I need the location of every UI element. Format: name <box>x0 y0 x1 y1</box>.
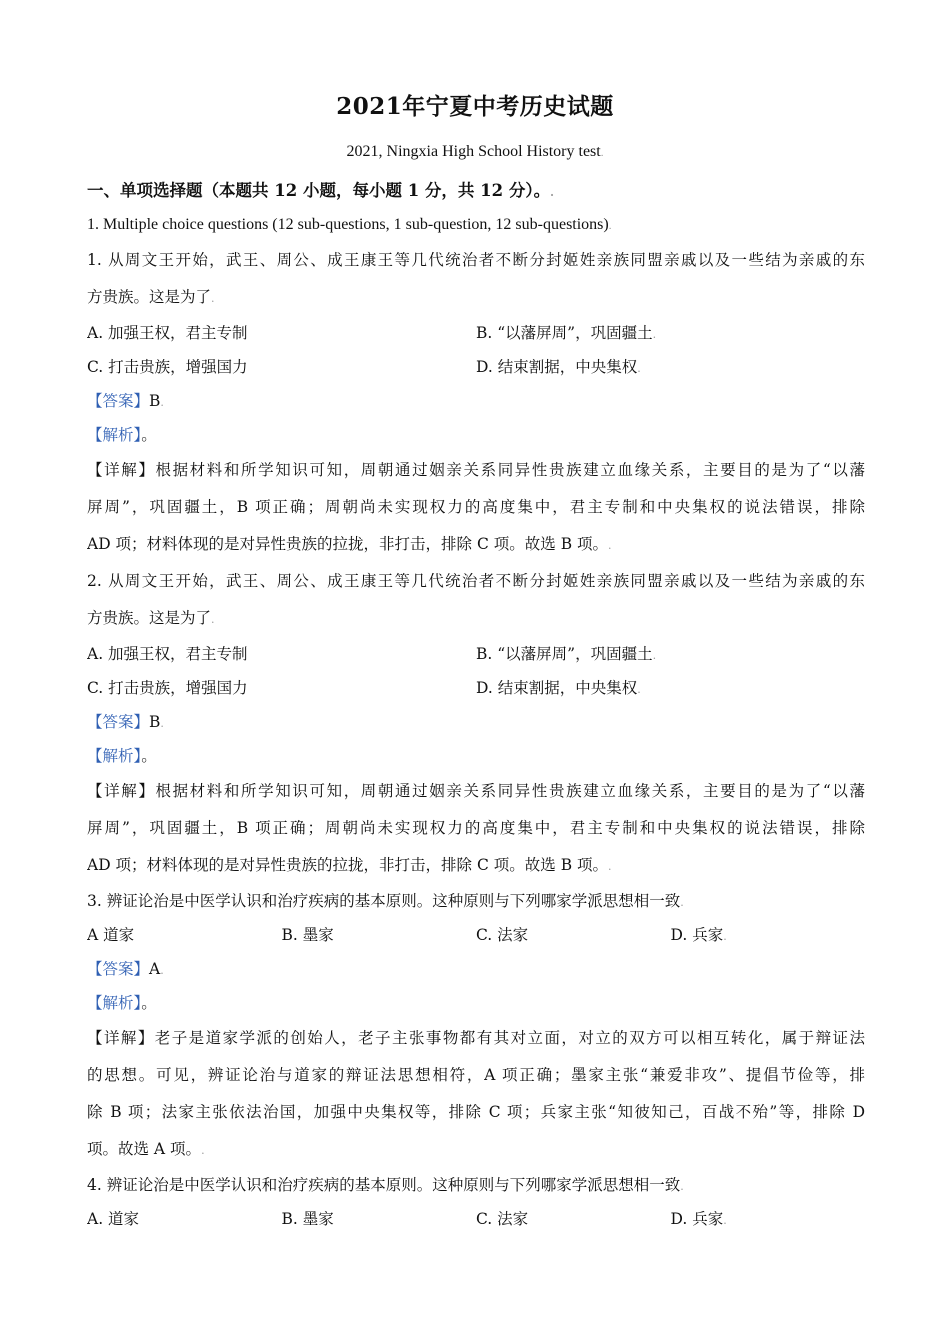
question-1-option-b: B. “以藩屏周”，巩固疆土. <box>476 324 657 342</box>
question-4-option-b: B. 墨家 <box>281 1210 334 1228</box>
question-2-option-b: B. “以藩屏周”，巩固疆土. <box>476 645 657 663</box>
answer-label: 【答案】 <box>87 713 150 731</box>
detail-label: 【详解】 <box>87 1029 155 1047</box>
section-heading-english: 1. Multiple choice questions (12 sub-questions, 1 sub-question, 12 sub-questions). <box>87 216 612 233</box>
question-3-option-c: C. 法家 <box>476 926 529 944</box>
question-2-stem-line-1: 2. 从周文王开始，武王、周公、成王康王等几代统治者不断分封姬姓亲族同盟亲戚以及一些结为亲戚的东 <box>87 572 865 590</box>
question-3-analysis: 【解析】。 <box>87 994 157 1012</box>
question-1-option-c: C. 打击贵族，增强国力 <box>87 358 248 376</box>
question-1-detail-line-3: AD 项；材料体现的是对异性贵族的拉拢，非打击，排除 C 项。故选 B 项。. <box>87 535 612 553</box>
question-2-option-c: C. 打击贵族，增强国力 <box>87 679 248 697</box>
question-3-detail-line-3: 除 B 项；法家主张依法治国，加强中央集权等，排除 C 项；兵家主张“知彼知己，百战不殆”等，排除 D <box>87 1103 865 1121</box>
question-4-options <box>87 1202 865 1236</box>
analysis-label: 【解析】 <box>87 994 142 1012</box>
question-1-detail-line-1: 【详解】根据材料和所学知识可知，周朝通过姻亲关系同异性贵族建立血缘关系，主要目的是为了“以藩 <box>87 461 865 479</box>
question-3-detail-line-4: 项。故选 A 项。. <box>87 1140 205 1158</box>
question-4-option-a: A. 道家 <box>87 1210 140 1228</box>
page-subtitle: 2021, Ningxia High School History test. <box>346 143 604 160</box>
question-3-option-a: A 道家 <box>87 926 135 944</box>
question-4-option-d: D. 兵家. <box>670 1210 727 1228</box>
question-1-stem-line-2: 方贵族。这是为了. <box>87 288 215 306</box>
question-3-answer: 【答案】A. <box>87 960 164 978</box>
analysis-label: 【解析】 <box>87 747 142 765</box>
question-2-option-a: A. 加强王权，君主专制 <box>87 645 248 663</box>
question-1-analysis: 【解析】。 <box>87 426 157 444</box>
question-4-option-c: C. 法家 <box>476 1210 529 1228</box>
question-2-answer: 【答案】B. <box>87 713 164 731</box>
answer-label: 【答案】 <box>87 392 150 410</box>
question-3-stem: 3. 辨证论治是中医学认识和治疗疾病的基本原则。这种原则与下列哪家学派思想相一致. <box>87 892 684 910</box>
question-4-stem: 4. 辨证论治是中医学认识和治疗疾病的基本原则。这种原则与下列哪家学派思想相一致. <box>87 1176 684 1194</box>
question-1-answer: 【答案】B. <box>87 392 164 410</box>
question-2-detail-line-1: 【详解】根据材料和所学知识可知，周朝通过姻亲关系同异性贵族建立血缘关系，主要目的是为了“以藩 <box>87 782 865 800</box>
question-2-analysis: 【解析】。 <box>87 747 157 765</box>
analysis-label: 【解析】 <box>87 426 142 444</box>
question-2-options-row-1 <box>87 637 865 671</box>
question-1-stem-line-1: 1. 从周文王开始，武王、周公、成王康王等几代统治者不断分封姬姓亲族同盟亲戚以及一些结为亲戚的东 <box>87 251 865 269</box>
question-1-options-row-2 <box>87 350 865 384</box>
question-1-option-a: A. 加强王权，君主专制 <box>87 324 248 342</box>
question-1-detail-line-2: 屏周”，巩固疆土，B 项正确；周朝尚未实现权力的高度集中，君主专制和中央集权的说法错误，排除 <box>87 498 865 516</box>
question-1-options-row-1 <box>87 316 865 350</box>
document-body <box>87 174 865 1236</box>
question-2-detail-line-2: 屏周”，巩固疆土，B 项正确；周朝尚未实现权力的高度集中，君主专制和中央集权的说法错误，排除 <box>87 819 865 837</box>
question-3-detail-line-2: 的思想。可见，辨证论治与道家的辩证法思想相符，A 项正确；墨家主张“兼爱非攻”、提倡节俭等，排 <box>87 1066 865 1084</box>
section-heading: 一、单项选择题（本题共 12 小题，每小题 1 分，共 12 分）。. <box>87 181 554 200</box>
detail-label: 【详解】 <box>87 461 156 479</box>
question-3-options <box>87 918 865 952</box>
question-3-detail-line-1: 【详解】老子是道家学派的创始人，老子主张事物都有其对立面，对立的双方可以相互转化，属于辩证法 <box>87 1029 865 1047</box>
question-2-detail-line-3: AD 项；材料体现的是对异性贵族的拉拢，非打击，排除 C 项。故选 B 项。. <box>87 856 612 874</box>
question-2-stem-line-2: 方贵族。这是为了. <box>87 609 215 627</box>
question-3-option-b: B. 墨家 <box>281 926 334 944</box>
question-2-option-d: D. 结束割据，中央集权. <box>476 679 641 697</box>
question-2-options-row-2 <box>87 671 865 705</box>
page-title: 2021年宁夏中考历史试题 <box>336 93 614 120</box>
detail-label: 【详解】 <box>87 782 156 800</box>
question-1-option-d: D. 结束割据，中央集权. <box>476 358 641 376</box>
question-3-option-d: D. 兵家. <box>670 926 727 944</box>
answer-label: 【答案】 <box>87 960 150 978</box>
